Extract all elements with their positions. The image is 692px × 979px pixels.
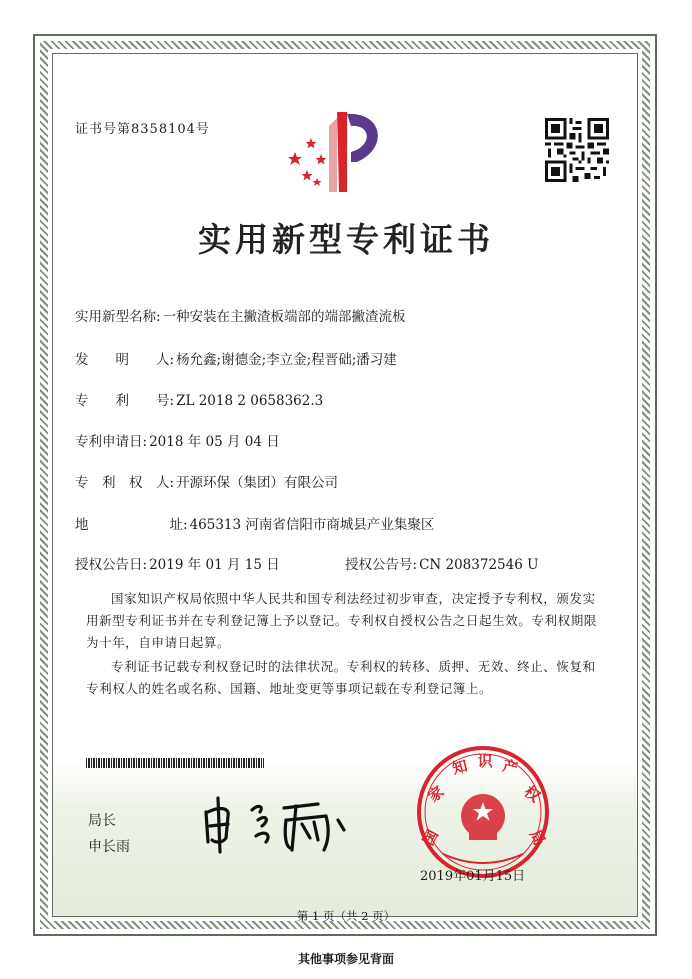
field-patent-number	[75, 389, 323, 409]
field-grant-number	[345, 553, 538, 573]
barcode-strip	[86, 758, 264, 768]
field-value: 465313 河南省信阳市商城县产业集聚区	[189, 517, 435, 533]
field-label: 授权公告日:	[75, 557, 148, 573]
svg-text:知: 知	[450, 756, 470, 778]
field-label: 地 址:	[75, 517, 188, 533]
field-value: 2019 年 01 月 15 日	[149, 557, 280, 573]
svg-text:局: 局	[525, 826, 549, 849]
field-label: 发 明 人:	[75, 352, 175, 368]
signatory-name: 申长雨	[88, 839, 130, 855]
statement-paragraph: 国家知识产权局依照中华人民共和国专利法经过初步审查，决定授予专利权，颁发实用新型专利证书并在专利登记簿上予以登记。专利权自授权公告之日起生效。专利权期限为十年，自申请日起算。	[86, 591, 597, 650]
page-number: 第 1 页（共 2 页）	[296, 909, 396, 923]
cnipa-logo-icon	[285, 108, 395, 196]
svg-text:产: 产	[500, 756, 520, 778]
field-value: 杨允鑫;谢德金;李立金;程晋础;潘习建	[176, 352, 397, 368]
field-address	[75, 513, 434, 533]
svg-text:权: 权	[520, 782, 544, 806]
field-label: 专 利 号:	[75, 393, 175, 409]
statement-paragraph: 专利证书记载专利权登记时的法律状况。专利权的转移、质押、无效、终止、恢复和专利权人的姓名或名称、国籍、地址变更等事项记载在专利登记簿上。	[86, 659, 596, 696]
svg-text:识: 识	[477, 752, 493, 770]
qr-code-icon	[545, 118, 609, 182]
field-value: 一种安装在主撇渣板端部的端部撇渣流板	[162, 309, 406, 325]
field-label: 专利申请日:	[75, 434, 148, 450]
field-value: ZL 2018 2 0658362.3	[176, 393, 324, 409]
field-patentee	[75, 471, 338, 491]
field-label: 实用新型名称:	[75, 309, 161, 325]
field-grant-date	[75, 553, 280, 573]
certificate-title: 实用新型专利证书	[198, 220, 494, 259]
field-value: CN 208372546 U	[419, 557, 539, 573]
field-inventors	[75, 348, 397, 368]
signatory-title: 局长	[88, 813, 116, 829]
svg-text:家: 家	[424, 782, 448, 806]
field-value: 2018 年 05 月 04 日	[149, 434, 280, 450]
handwritten-signature-icon	[200, 790, 350, 860]
official-seal-icon	[413, 742, 553, 882]
svg-text:国: 国	[419, 826, 443, 849]
field-value: 开源环保（集团）有限公司	[176, 475, 339, 491]
certificate-number: 证书号第8358104号	[75, 122, 210, 137]
field-application-date	[75, 430, 280, 450]
field-label: 授权公告号:	[345, 557, 418, 573]
field-utility-model-name	[75, 305, 406, 325]
footer-note: 其他事项参见背面	[297, 952, 394, 966]
field-label: 专 利 权 人:	[75, 475, 175, 491]
seal-date: 2019年01月15日	[420, 869, 526, 884]
